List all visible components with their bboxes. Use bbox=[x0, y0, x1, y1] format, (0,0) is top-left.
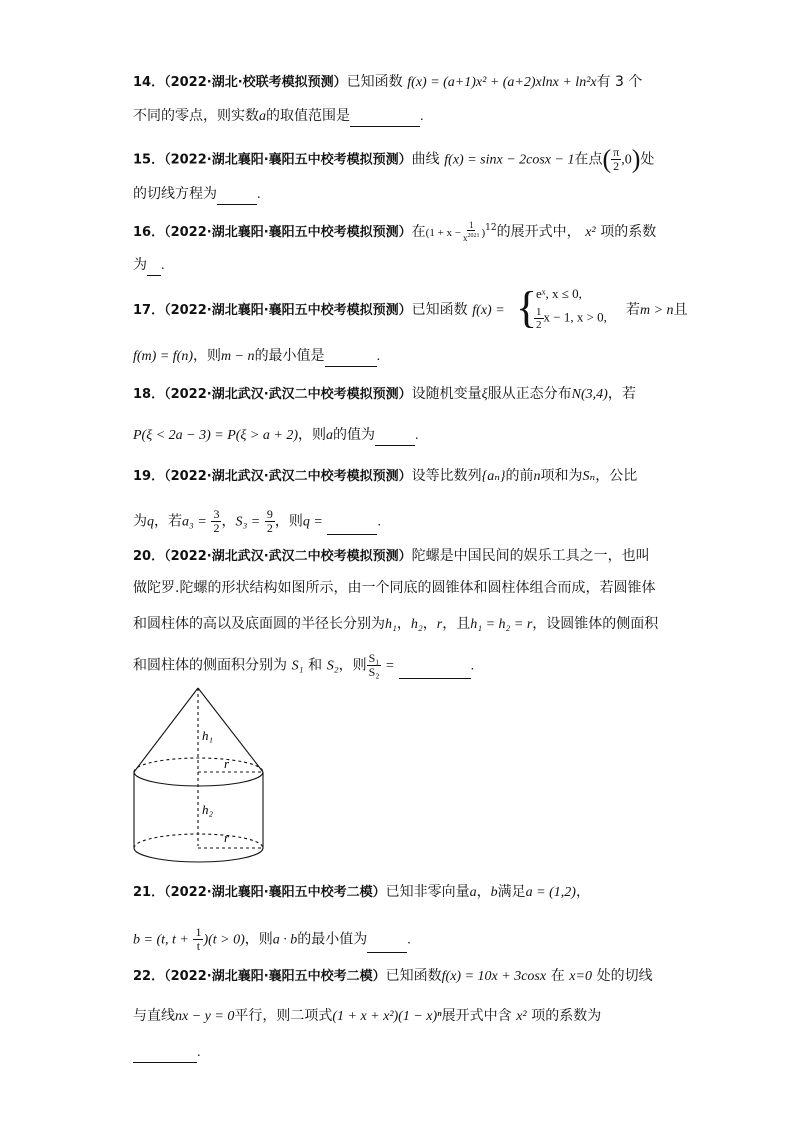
answer-blank bbox=[350, 110, 420, 127]
question-16-line-2: 为 . bbox=[133, 255, 165, 276]
question-number: 16． bbox=[133, 224, 165, 240]
question-number: 21． bbox=[133, 885, 165, 900]
question-20-line-2: 做陀罗.陀螺的形状结构如图所示，由一个同底的圆锥体和圆柱体组合而成，若圆锥体 bbox=[133, 580, 656, 596]
bottom-ellipse-front bbox=[134, 848, 263, 862]
question-15-line-1: 15．（2022·湖北襄阳·襄阳五中校考模拟预测）曲线 f(x) = sinx − 2cosx − 1在点( $\frac{\pi}{2}$ ,0)处 bbox=[133, 144, 655, 174]
answer-blank bbox=[367, 936, 407, 953]
label-h1: h₁ bbox=[202, 728, 214, 743]
question-18-line-1: 18．（2022·湖北武汉·武汉二中校考模拟预测）设随机变量ξ服从正态分布N(3,4)，若 bbox=[133, 386, 636, 402]
question-14-line-2: 不同的零点，则实数a的取值范围是 . bbox=[133, 106, 424, 127]
answer-blank bbox=[325, 350, 377, 367]
question-17-line-1: 17．（2022·湖北襄阳·襄阳五中校考模拟预测）已知函数 f(x) = bbox=[133, 302, 505, 318]
label-r-bottom: r bbox=[224, 830, 230, 845]
brace-icon: { bbox=[516, 283, 538, 332]
question-22-line-3: . bbox=[133, 1042, 201, 1063]
question-20-line-1: 20．（2022·湖北武汉·武汉二中校考模拟预测）陀螺是中国民间的娱乐工具之一，也叫 bbox=[133, 548, 650, 564]
question-16-line-1: 16．（2022·湖北襄阳·襄阳五中校考模拟预测）在(1 + x − $\frac{1}{x^{2021}}$ )$^{12}$的展开式中， x² 项的系数 bbox=[133, 220, 657, 244]
question-source: （2022·湖北襄阳·襄阳五中校考二模） bbox=[164, 885, 386, 900]
answer-blank bbox=[133, 1046, 197, 1063]
fraction: $\frac{\pi}{2}$ bbox=[613, 145, 620, 173]
question-number: 17． bbox=[133, 303, 165, 318]
question-number: 20． bbox=[133, 549, 165, 564]
fraction: $\frac{1}{t}$ bbox=[195, 925, 202, 953]
question-number: 22． bbox=[133, 969, 165, 984]
fraction: $\frac{9}{2}$ bbox=[266, 507, 273, 535]
question-20-line-4: 和圆柱体的侧面积分别为 S₁ 和 S₂，则 $\frac{\text{S₁}}{\text{S₂}}$ = . bbox=[133, 651, 475, 679]
question-source: （2022·湖北襄阳·襄阳五中校考模拟预测） bbox=[164, 152, 412, 168]
question-number: 15． bbox=[133, 152, 165, 168]
math-formula: f(x) = sinx − 2cosx − 1 bbox=[444, 152, 575, 168]
label-h2: h₂ bbox=[202, 802, 214, 817]
question-14-line-1: 14．（2022·湖北·校联考模拟预测）已知函数 f(x) = (a+1)x² + (a+2)xlnx + ln²x有 3 个 bbox=[133, 74, 643, 90]
question-15-line-2: 的切线方程为 . bbox=[133, 184, 261, 205]
fraction: $\frac{\text{S₁}}{\text{S₂}}$ bbox=[368, 651, 380, 679]
answer-blank bbox=[147, 259, 161, 276]
question-20-line-3: 和圆柱体的高以及底面圆的半径长分别为h₁，h₂，r，且h₁ = h₂ = r，设圆锥体的侧面积 bbox=[133, 616, 659, 632]
question-source: （2022·湖北襄阳·襄阳五中校考二模） bbox=[164, 969, 386, 984]
question-source: （2022·湖北·校联考模拟预测） bbox=[164, 75, 347, 90]
question-18-line-2: P(ξ < 2a − 3) = P(ξ > a + 2)，则a的值为 . bbox=[133, 425, 418, 446]
cone-left-edge bbox=[134, 688, 198, 772]
question-19-line-2: 为q，若a₃ = $\frac{3}{2}$ ，S₃ = $\frac{9}{2}$ ，则q = . bbox=[133, 507, 381, 535]
document-page: 14．（2022·湖北·校联考模拟预测）已知函数 f(x) = (a+1)x² + (a+2)xlnx + ln²x有 3 个 不同的零点，则实数a的取值范围是 . 15．（2022·湖北襄阳·襄阳五中校考模拟预测）曲线 f(x) = sinx − 2cosx − 1在点( $\frac{\pi}{2}$ ,0)处 的切线方程为 . 16．（2022·湖北襄阳·襄阳五中校考模拟预测）在(1 + x − $\frac{1}{x^{2021}}$ )$^{12}$的展开式中， x² 项的系数 为 . 17．（2022·湖北襄阳·襄阳五中校考模拟预测）已知函数 f(x) = { eˣ, x ≤ 0, $\frac{1}{2}$ x − 1, x > 0, 若m > n且 f(m) = f(n)，则m − n的最小值是 . 18．（2022·湖北武汉·武汉二中校考模拟预测）设随机变量ξ服从正态分布N(3,4)，若 P(ξ < 2a − 3) = P(ξ > a + 2)，则a的值为 . 19．（2022·湖北武汉·武汉二中校考模拟预测）设等比数列{aₙ}的前n项和为Sₙ，公比 为q，若a₃ = $\frac{3}{2}$ ，S₃ = $\frac{9}{2}$ ，则q = . 20．（2022·湖北武汉·武汉二中校考模拟预测）陀螺是中国民间的娱乐工具之一，也叫 做陀罗.陀螺的形状结构如图所示，由一个同底的圆锥体和圆柱体组合而成，若圆锥体 和圆柱体的高以及底面圆的半径长分别为h₁，h₂，r，且h₁ = h₂ = r，设圆锥体的侧面积 和圆柱体的侧面积分别为 S₁ 和 S₂，则 $\frac{\text{S₁}}{\text{S₂}}$ = . h₁ r h₂ r 21．（2022·湖北襄阳·襄阳五中校考二模）已知非零向量a，b满足a = (1,2)， b = (t, t + $\frac{1}{t}$ )(t > 0)，则a · b的最小值为 . 22．（2022·湖北襄阳·襄阳五中校考二模）已知函数f(x) = 10x + 3cosx 在 x=0 处的切线 与直线nx − y = 0平行，则二项式(1 + x + x²)(1 − x)ⁿ展开式中含 x² 项的系数为 . bbox=[0, 0, 794, 1123]
question-source: （2022·湖北武汉·武汉二中校考模拟预测） bbox=[164, 387, 412, 402]
question-number: 19． bbox=[133, 469, 165, 484]
question-22-line-2: 与直线nx − y = 0平行，则二项式(1 + x + x²)(1 − x)ⁿ展开式中含 x² 项的系数为 bbox=[133, 1008, 602, 1024]
question-21-line-1: 21．（2022·湖北襄阳·襄阳五中校考二模）已知非零向量a，b满足a = (1,2)， bbox=[133, 884, 590, 900]
question-source: （2022·湖北武汉·武汉二中校考模拟预测） bbox=[164, 469, 412, 484]
question-19-line-1: 19．（2022·湖北武汉·武汉二中校考模拟预测）设等比数列{aₙ}的前n项和为Sₙ，公比 bbox=[133, 468, 638, 484]
label-r-top: r bbox=[224, 756, 230, 771]
fraction: $\frac{1}{x^{2021}}$ bbox=[462, 220, 480, 244]
answer-blank bbox=[399, 662, 471, 679]
answer-blank bbox=[375, 429, 415, 446]
answer-blank bbox=[217, 188, 257, 205]
spinning-top-figure bbox=[126, 684, 272, 868]
question-source: （2022·湖北襄阳·襄阳五中校考模拟预测） bbox=[164, 224, 412, 240]
math-formula: f(x) = (a+1)x² + (a+2)xlnx + ln²x bbox=[407, 75, 597, 90]
question-17-line-2: f(m) = f(n)，则m − n的最小值是 . bbox=[133, 346, 380, 367]
fraction: $\frac{3}{2}$ bbox=[213, 507, 220, 535]
question-source: （2022·湖北武汉·武汉二中校考模拟预测） bbox=[164, 549, 412, 564]
question-number: 18． bbox=[133, 387, 165, 402]
question-number: 14． bbox=[133, 75, 165, 90]
question-source: （2022·湖北襄阳·襄阳五中校考模拟预测） bbox=[164, 303, 412, 318]
question-22-line-1: 22．（2022·湖北襄阳·襄阳五中校考二模）已知函数f(x) = 10x + 3cosx 在 x=0 处的切线 bbox=[133, 968, 653, 984]
answer-blank bbox=[327, 518, 377, 535]
question-21-line-2: b = (t, t + $\frac{1}{t}$ )(t > 0)，则a · b的最小值为 . bbox=[133, 925, 411, 953]
